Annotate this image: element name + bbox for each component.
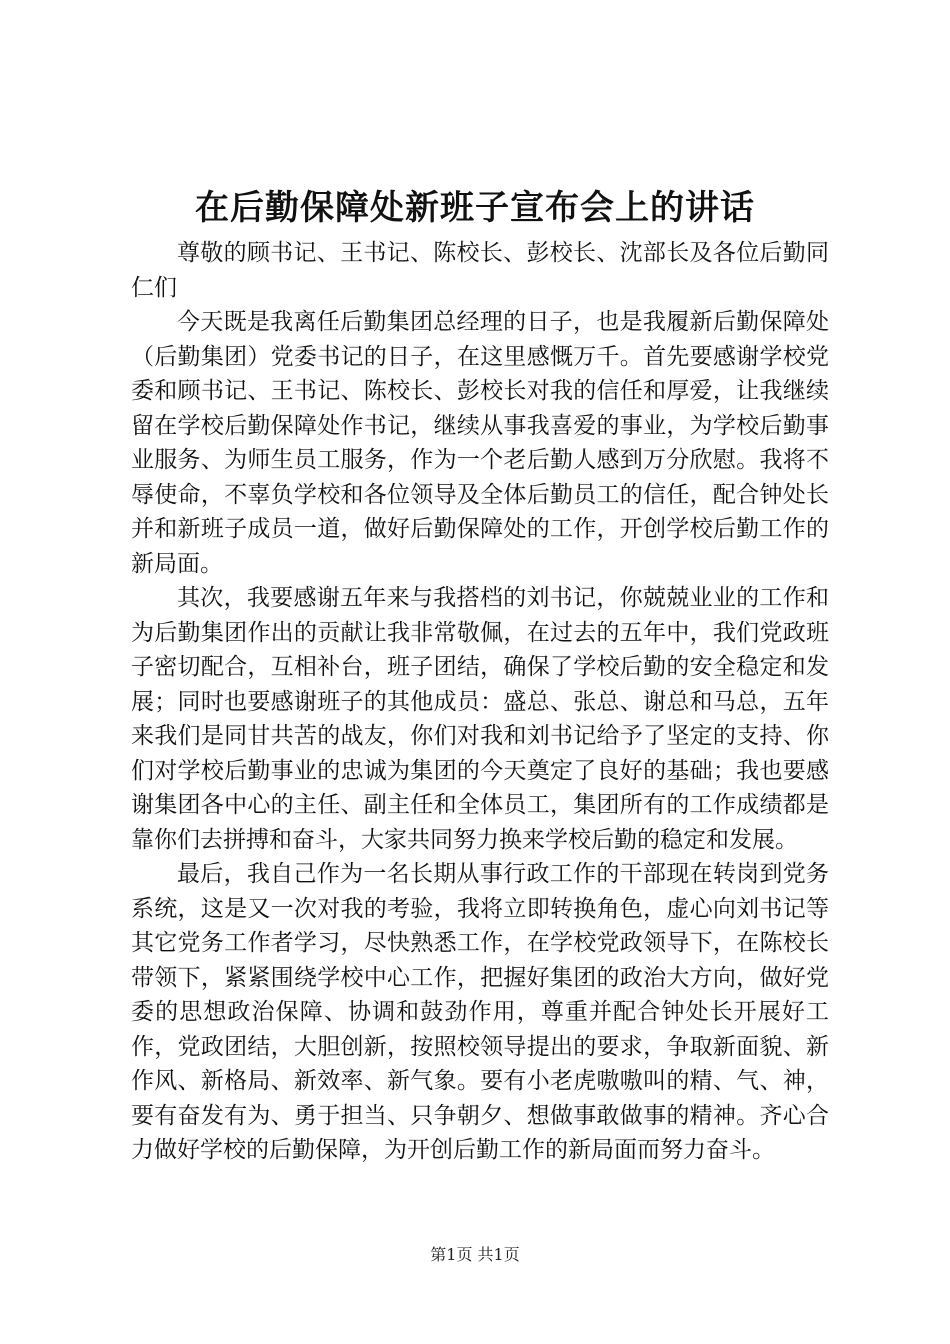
- page-footer: 第1页 共1页: [430, 1245, 520, 1264]
- body-paragraph-2: 其次，我要感谢五年来与我搭档的刘书记，你兢兢业业的工作和为后勤集团作出的贡献让我非常敬佩，在过去的五年中，我们党政班子密切配合，互相补台，班子团结，确保了学校后勤的安全稳定和发展；同时也要感谢班子的其他成员：盛总、张总、谢总和马总，五年来我们是同甘共苦的战友，你们对我和刘书记给予了坚定的支持、你们对学校后勤事业的忠诚为集团的今天奠定了良好的基础；我也要感谢集团各中心的主任、副主任和全体员工，集团所有的工作成绩都是靠你们去拼搏和奋斗，大家共同努力换来学校后勤的稳定和发展。: [131, 585, 829, 853]
- salutation-paragraph: 尊敬的顾书记、王书记、陈校长、彭校长、沈部长及各位后勤同仁们: [131, 240, 829, 301]
- body-paragraph-3: 最后，我自己作为一名长期从事行政工作的干部现在转岗到党务系统，这是又一次对我的考验，我将立即转换角色，虚心向刘书记等其它党务工作者学习，尽快熟悉工作，在学校党政领导下，在陈校长带领下，紧紧围绕学校中心工作，把握好集团的政治大方向，做好党委的思想政治保障、协调和鼓劲作用，尊重并配合钟处长开展好工作，党政团结，大胆创新，按照校领导提出的要求，争取新面貌、新作风、新格局、新效率、新气象。要有小老虎嗷嗷叫的精、气、神，要有奋发有为、勇于担当、只争朝夕、想做事敢做事的精神。齐心合力做好学校的后勤保障，为开创后勤工作的新局面而努力奋斗。: [131, 861, 829, 1163]
- document-body: [131, 236, 829, 1168]
- body-paragraph-1: 今天既是我离任后勤集团总经理的日子，也是我履新后勤保障处（后勤集团）党委书记的日子，在这里感慨万千。首先要感谢学校党委和顾书记、王书记、陈校长、彭校长对我的信任和厚爱，让我继续留在学校后勤保障处作书记，继续从事我喜爱的事业，为学校后勤事业服务、为师生员工服务，作为一个老后勤人感到万分欣慰。我将不辱使命，不辜负学校和各位领导及全体后勤员工的信任，配合钟处长并和新班子成员一道，做好后勤保障处的工作，开创学校后勤工作的新局面。: [131, 309, 829, 577]
- document-title: 在后勤保障处新班子宣布会上的讲话: [195, 188, 755, 228]
